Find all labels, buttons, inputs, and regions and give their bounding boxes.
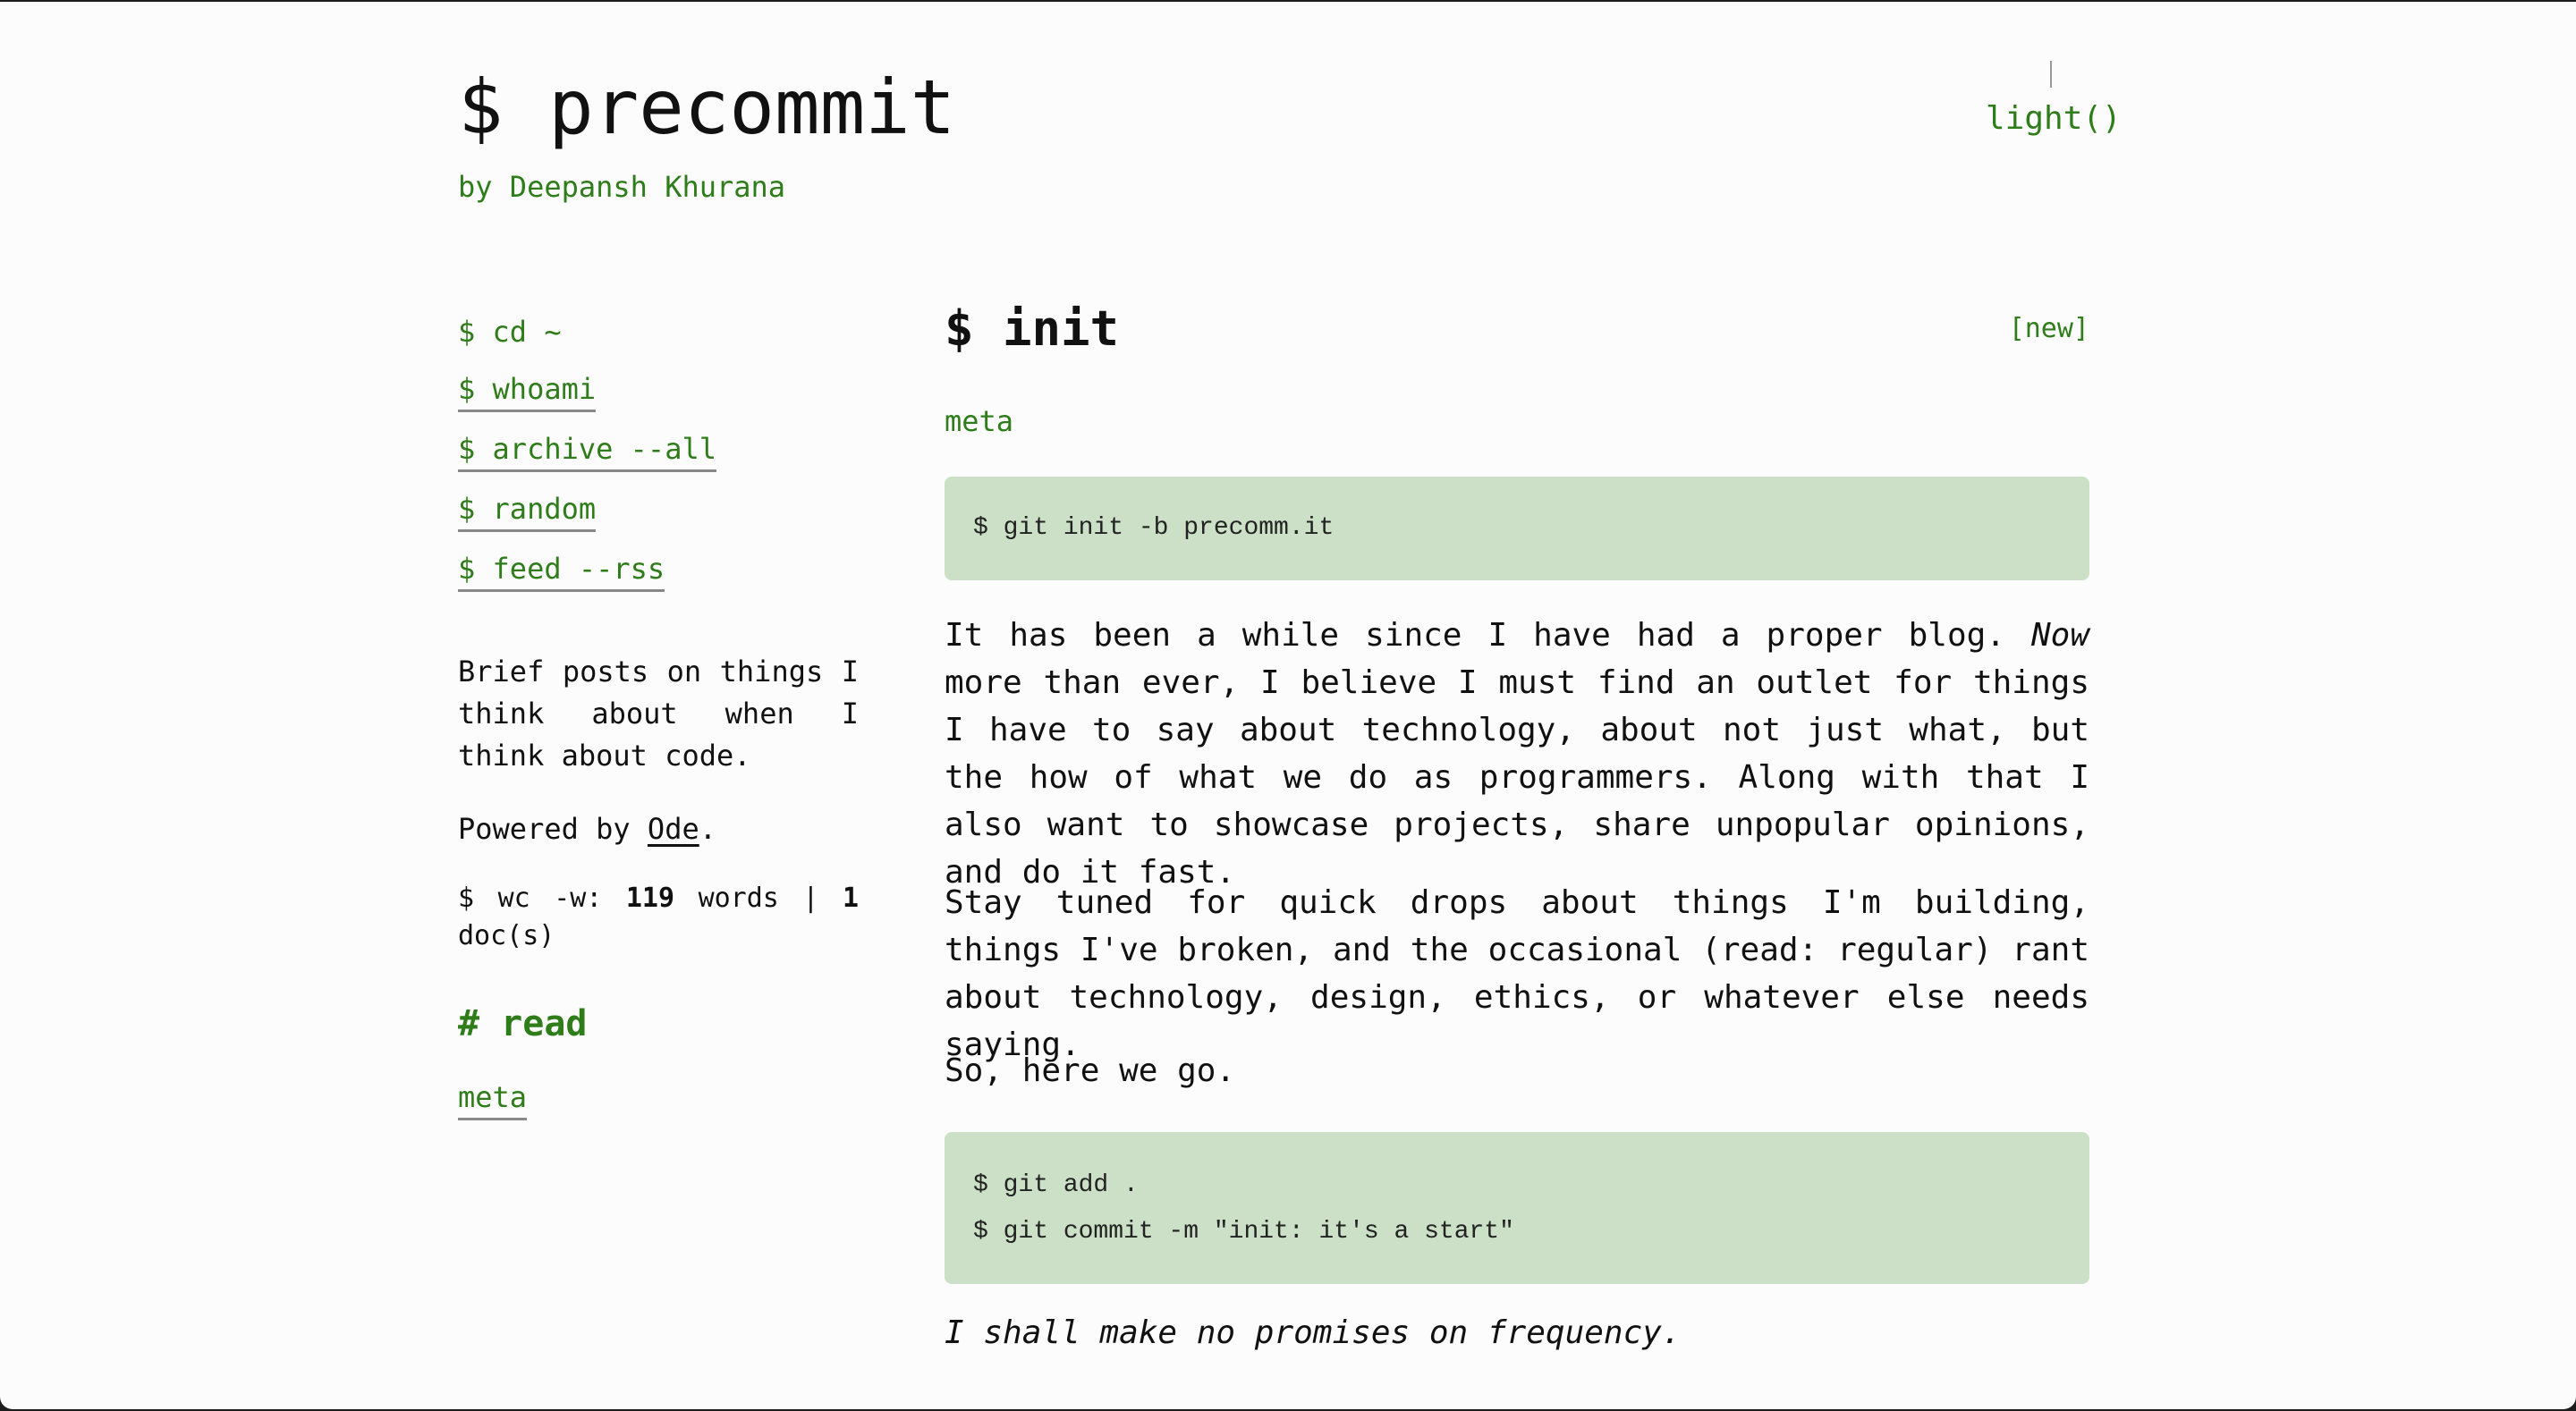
nav-random-link[interactable]: $ random — [458, 492, 596, 532]
post-title: $ init — [945, 300, 1120, 357]
post-paragraph-stay-tuned: Stay tuned for quick drops about things I'm building, things I've broken, and the occasional (read: regular) rant about technology, design, ethics, or whatever else needs saying. — [945, 884, 2089, 1063]
intro-emphasis: Now — [2030, 617, 2089, 654]
site-title[interactable]: $ precommit — [458, 63, 956, 151]
read-heading: # read — [458, 1003, 588, 1044]
intro-text-start: It has been a while since I have had a proper blog. — [945, 617, 2031, 654]
author-byline: by Deepansh Khurana — [458, 170, 786, 204]
nav-archive-link[interactable]: $ archive --all — [458, 432, 716, 472]
code-block-git-commit — [945, 1132, 2089, 1284]
page — [0, 2, 2576, 1409]
post-closing-line: I shall make no promises on frequency. — [945, 1314, 1682, 1351]
post-tag-meta[interactable]: meta — [945, 404, 1014, 438]
powered-suffix: . — [699, 812, 716, 846]
code-line: $ git commit -m "init: it's a start" — [973, 1218, 1514, 1246]
theme-toggle-button[interactable]: light() — [1986, 100, 2122, 137]
nav-home-link[interactable]: $ cd ~ — [458, 315, 562, 349]
wc-flag: -w: — [554, 883, 603, 914]
read-tag-meta-link[interactable]: meta — [458, 1080, 527, 1120]
code-line: $ git add . — [973, 1171, 1139, 1199]
wc-docs-label: doc(s) — [458, 920, 555, 951]
nav-feed-rss-link[interactable]: $ feed --rss — [458, 552, 665, 592]
nav-whoami-link[interactable]: $ whoami — [458, 372, 596, 412]
intro-text-end: more than ever, I believe I must find an outlet for things I have to say about technology, about not just what, but the how of what we do as programmers. Along with that I also want to showcase projects, share unpopular opinions, and do it fast. — [945, 664, 2089, 891]
new-badge: [new] — [2008, 313, 2089, 344]
code-block-git-init — [945, 477, 2089, 580]
powered-prefix: Powered by — [458, 812, 648, 846]
post-paragraph-intro — [945, 612, 2089, 896]
wc-word-count: 119 — [625, 883, 675, 914]
wc-command: wc — [497, 883, 530, 914]
wc-words-label: words — [698, 883, 779, 914]
cursor-indicator — [2050, 61, 2052, 88]
wc-doc-count: 1 — [842, 883, 859, 914]
wc-prompt: $ — [458, 883, 475, 914]
wc-separator: | — [802, 883, 819, 914]
post-paragraph-here-we-go: So, here we go. — [945, 1052, 1236, 1089]
site-description: Brief posts on things I think about when I think about code. — [458, 655, 859, 773]
ode-link[interactable]: Ode — [647, 812, 699, 846]
code-line: $ git init -b precomm.it — [973, 514, 1335, 542]
powered-by — [458, 812, 716, 846]
word-count — [458, 880, 859, 955]
